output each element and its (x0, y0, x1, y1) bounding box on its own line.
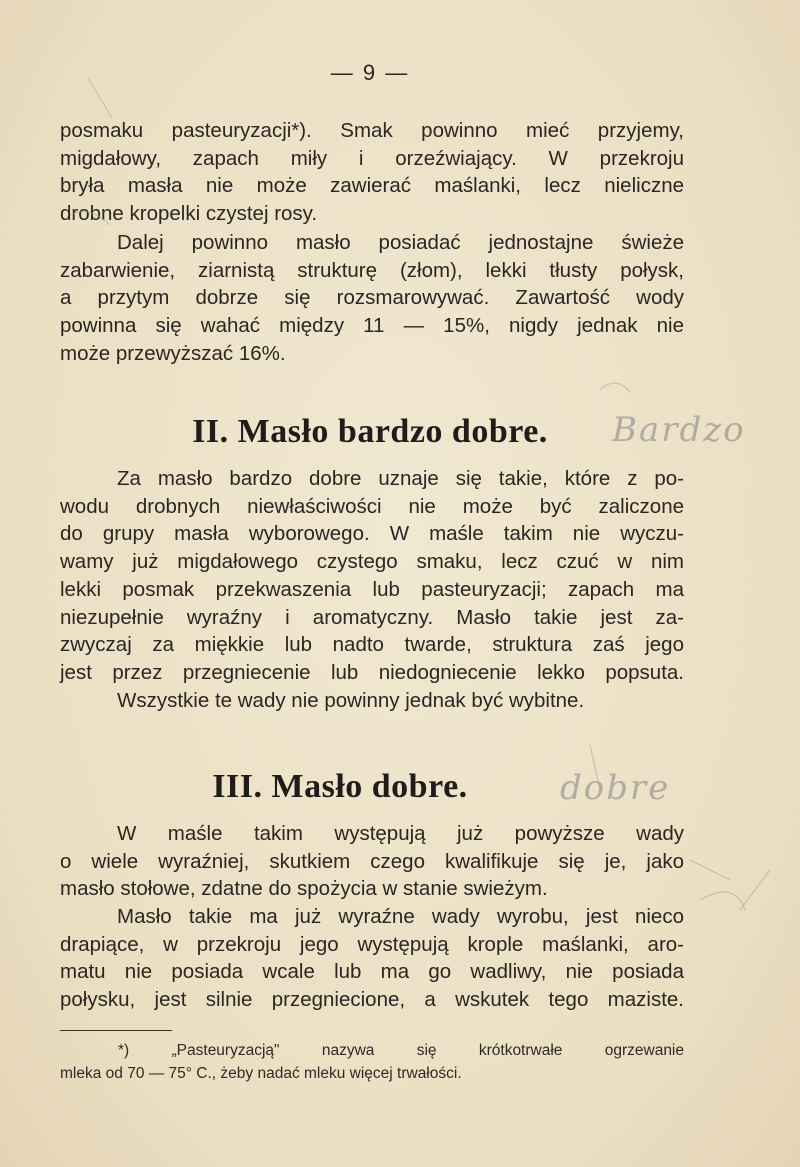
text-line: zwyczaj za miękkie lub nadto twarde, struktura zaś jego (60, 633, 684, 657)
pencil-stroke (700, 892, 745, 910)
text-line: matu nie posiada wcale lub ma go wadliwy, nie posiada (60, 960, 684, 984)
text-line: zabarwienie, ziarnistą strukturę (złom), lekki tłusty połysk, (60, 258, 684, 282)
text-line: drobne kropelki czystej rosy. (60, 202, 318, 226)
text-line: migdałowy, zapach miły i orzeźwiający. W przekroju (60, 146, 684, 170)
text-line: drapiące, w przekroju jego występują krople maślanki, aro- (60, 932, 684, 956)
page-number: — 9 — (330, 60, 410, 85)
text-line: lekki posmak przekwaszenia lub pasteuryzacji; zapach ma (60, 577, 684, 601)
text-line: połysku, jest silnie przegniecione, a wskutek tego maziste. (60, 988, 684, 1012)
pencil-stroke (600, 383, 630, 392)
pencil-stroke (690, 860, 730, 880)
pencil-stroke (590, 745, 600, 790)
section-3-heading: III. Masło dobre. (212, 768, 468, 805)
text-line: o wiele wyraźniej, skutkiem czego kwalifikuje się je, jako (60, 849, 684, 873)
text-line: Za masło bardzo dobre uznaje się takie, które z po- (117, 467, 684, 490)
text-line: Masło takie ma już wyraźne wady wyrobu, jest nieco (117, 905, 684, 928)
pencil-stroke (88, 78, 112, 118)
pencil-stroke (70, 212, 110, 225)
text-line: wamy już migdałowego czystego smaku, lecz czuć w nim (60, 550, 684, 574)
section-2-heading: II. Masło bardzo dobre. (192, 413, 548, 450)
text-line: do grupy masła wyborowego. W maśle takim nie wyczu- (60, 522, 684, 546)
pencil-annotation-dobre: dobre (560, 768, 671, 808)
text-line: jest przez przegniecenie lub niedogniecenie lekko popsuta. (60, 660, 684, 684)
text-line: może przewyższać 16%. (60, 341, 286, 365)
footnote-line: *) „Pasteuryzacją" nazywa się krótkotrwałe ogrzewanie (118, 1042, 684, 1059)
text-line: powinna się wahać między 11 — 15%, nigdy jednak nie (60, 314, 684, 338)
text-line: niezupełnie wyraźny i aromatyczny. Masło takie jest za- (60, 605, 684, 629)
text-line: masło stołowe, zdatne do spożycia w stanie swieżym. (60, 877, 548, 901)
pencil-stroke (740, 870, 770, 910)
text-line: bryła masła nie może zawierać maślanki, lecz nieliczne (60, 174, 684, 198)
text-line: posmaku pasteuryzacji*). Smak powinno mieć przyjemy, (60, 119, 684, 142)
text-line: Wszystkie te wady nie powinny jednak być wybitne. (117, 688, 585, 712)
pencil-annotation-bardzo: Bardzo (612, 410, 746, 450)
text-line: wodu drobnych niewłaściwości nie może być zaliczone (60, 494, 684, 518)
footnote-line: mleka od 70 — 75° C., żeby nadać mleku więcej trwałości. (60, 1065, 462, 1082)
text-line: Dalej powinno masło posiadać jednostajne świeże (117, 231, 684, 254)
text-line: a przytym dobrze się rozsmarowywać. Zawartość wody (60, 286, 684, 310)
text-line: W maśle takim występują już powyższe wady (117, 822, 684, 845)
